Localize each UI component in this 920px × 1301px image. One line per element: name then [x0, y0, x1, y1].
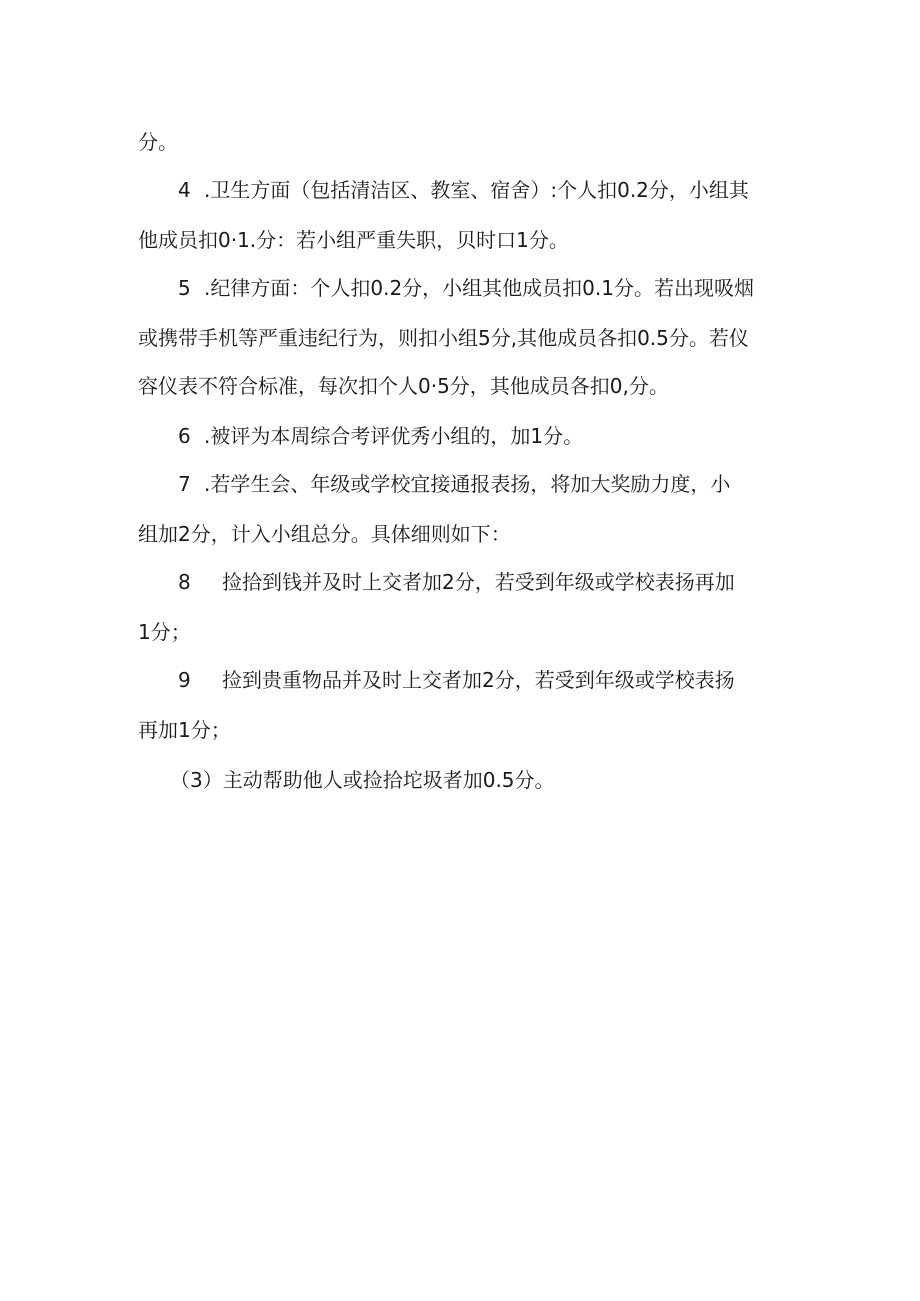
line-text: 他成员扣0·1.分：若小组严重失职，贝时口1分。 [138, 228, 569, 252]
line-text: .被评为本周综合考评优秀小组的，加1分。 [204, 424, 584, 448]
line-text: 或携带手机等严重违纪行为，则扣小组5分,其他成员各扣0.5分。若仪 [138, 326, 749, 350]
item-number: 6 [178, 424, 191, 448]
item-number: 8 [178, 570, 191, 594]
item-number: 5 [178, 276, 191, 300]
item-number: 7 [178, 472, 191, 496]
item-number: 9 [178, 668, 191, 692]
line-text: .纪律方面：个人扣0.2分，小组其他成员扣0.1分。若出现吸烟 [204, 276, 754, 300]
line-text: 捡拾到钱并及时上交者加2分，若受到年级或学校表扬再加 [222, 570, 735, 594]
line-text: 组加2分，计入小组总分。具体细则如下： [138, 522, 511, 546]
line-text: 1分； [138, 620, 191, 644]
line-text: （3）主动帮助他人或捡拾坨圾者加0.5分。 [170, 768, 555, 792]
line-text: 捡到贵重物品并及时上交者加2分，若受到年级或学校表扬 [222, 668, 735, 692]
line-text: 再加1分； [138, 718, 231, 742]
item-number: 4 [178, 178, 191, 202]
line-text: .若学生会、年级或学校宜接通报表扬，将加大奖励力度，小 [204, 472, 731, 496]
line-text: .卫生方面（包括清洁区、教室、宿舍）:个人扣0.2分，小组其 [204, 178, 749, 202]
line-text: 容仪表不符合标准，每次扣个人0·5分，其他成员各扣0,分。 [138, 374, 669, 398]
line-text: 分。 [138, 130, 178, 154]
